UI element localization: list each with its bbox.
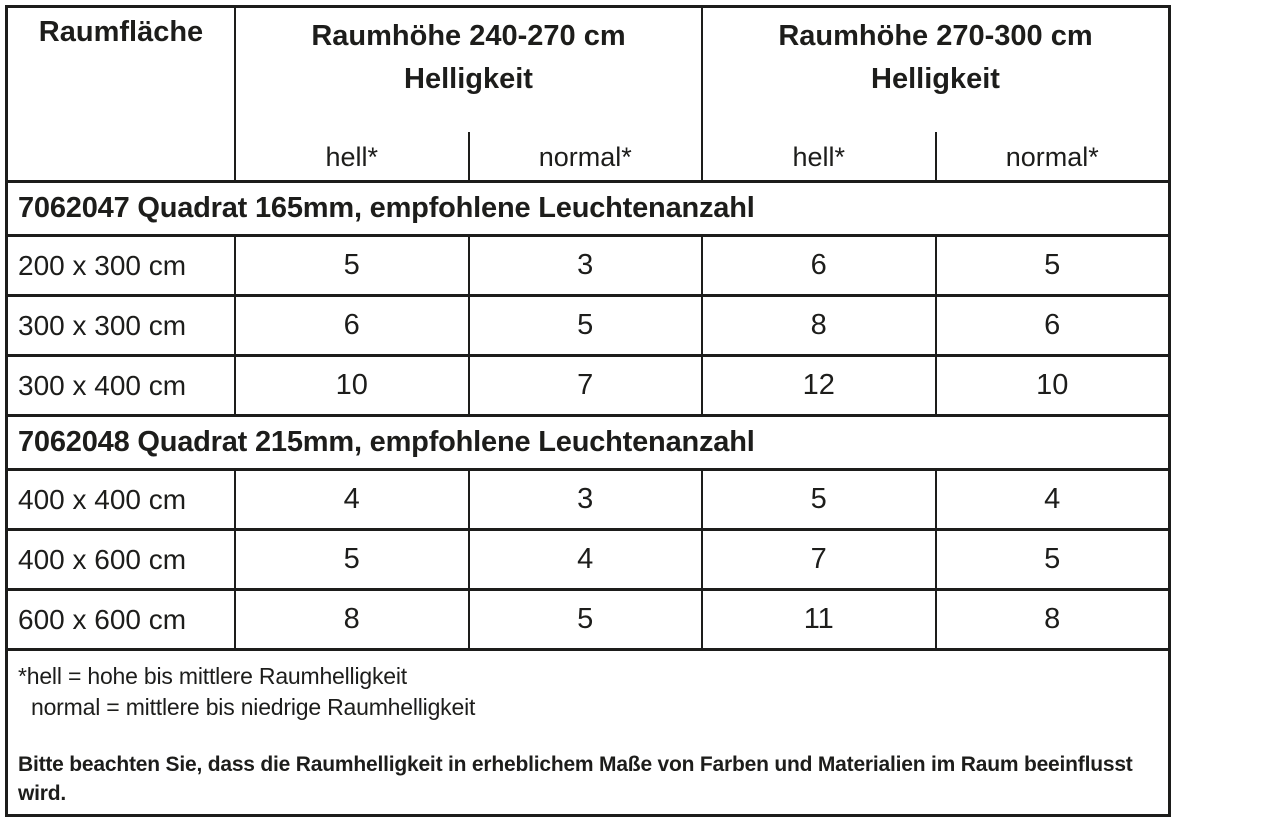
column-header-normal-1: normal* — [468, 132, 702, 180]
value-cell: 8 — [935, 591, 1169, 648]
value-cell: 12 — [701, 357, 935, 414]
table-row — [8, 297, 1168, 357]
row-label: 400 x 600 cm — [8, 531, 236, 588]
value-cell: 11 — [701, 591, 935, 648]
value-cell: 7 — [468, 357, 702, 414]
header-group-240-270 — [236, 8, 701, 180]
row-label: 300 x 300 cm — [8, 297, 236, 354]
corner-header-label: Raumfläche — [38, 16, 204, 48]
value-cell: 6 — [935, 297, 1169, 354]
table-header — [8, 8, 1168, 183]
table-footer — [8, 651, 1168, 808]
value-cell: 8 — [701, 297, 935, 354]
header-group-270-300 — [701, 8, 1168, 180]
row-label: 300 x 400 cm — [8, 357, 236, 414]
corner-header-raumflaeche — [8, 8, 236, 180]
group-title-block — [703, 8, 1168, 132]
section-header — [8, 183, 1168, 237]
section-header — [8, 417, 1168, 471]
value-cell: 3 — [468, 471, 702, 528]
table-row — [8, 357, 1168, 417]
table-body — [8, 183, 1168, 651]
value-cell: 5 — [935, 531, 1169, 588]
value-cell: 4 — [935, 471, 1169, 528]
value-cell: 4 — [343, 483, 360, 515]
group-subtitle: Helligkeit — [404, 63, 533, 95]
value-cell: 8 — [343, 603, 360, 635]
column-header-hell-1: hell* — [325, 142, 379, 172]
value-cell: 10 — [335, 369, 368, 401]
subheader-row — [703, 132, 1168, 180]
value-cell: 6 — [701, 237, 935, 294]
value-cell: 5 — [701, 471, 935, 528]
group-title-block — [236, 8, 701, 132]
row-label: 400 x 400 cm — [8, 471, 236, 528]
table-row — [8, 237, 1168, 297]
footnote-hell: *hell = hohe bis mittlere Raumhelligkeit — [18, 663, 407, 689]
value-cell: 5 — [343, 543, 360, 575]
row-label: 200 x 300 cm — [8, 237, 236, 294]
value-cell: 4 — [468, 531, 702, 588]
value-cell: 7 — [701, 531, 935, 588]
column-header-hell-2: hell* — [792, 142, 846, 172]
section-title: 7062048 Quadrat 215mm, empfohlene Leuchtenanzahl — [18, 426, 755, 458]
value-cell: 6 — [343, 309, 360, 341]
value-cell: 3 — [468, 237, 702, 294]
table-row — [8, 531, 1168, 591]
value-cell: 5 — [468, 297, 702, 354]
lighting-recommendation-table — [5, 5, 1171, 817]
value-cell: 10 — [935, 357, 1169, 414]
subheader-row — [236, 132, 701, 180]
footnote-normal: normal = mittlere bis niedrige Raumhelligkeit — [31, 694, 476, 720]
value-cell: 5 — [468, 591, 702, 648]
value-cell: 5 — [343, 249, 360, 281]
notice-text: Bitte beachten Sie, dass die Raumhelligkeit in erheblichem Maße von Farben und Materialien im Raum beeinflusst wird. — [18, 753, 1133, 805]
group-title: Raumhöhe 270-300 cm — [778, 20, 1093, 52]
row-label: 600 x 600 cm — [8, 591, 236, 648]
group-title: Raumhöhe 240-270 cm — [311, 20, 626, 52]
column-header-normal-2: normal* — [935, 132, 1169, 180]
table-row — [8, 591, 1168, 651]
section-title: 7062047 Quadrat 165mm, empfohlene Leuchtenanzahl — [18, 192, 755, 224]
table-row — [8, 471, 1168, 531]
value-cell: 5 — [935, 237, 1169, 294]
group-subtitle: Helligkeit — [871, 63, 1000, 95]
